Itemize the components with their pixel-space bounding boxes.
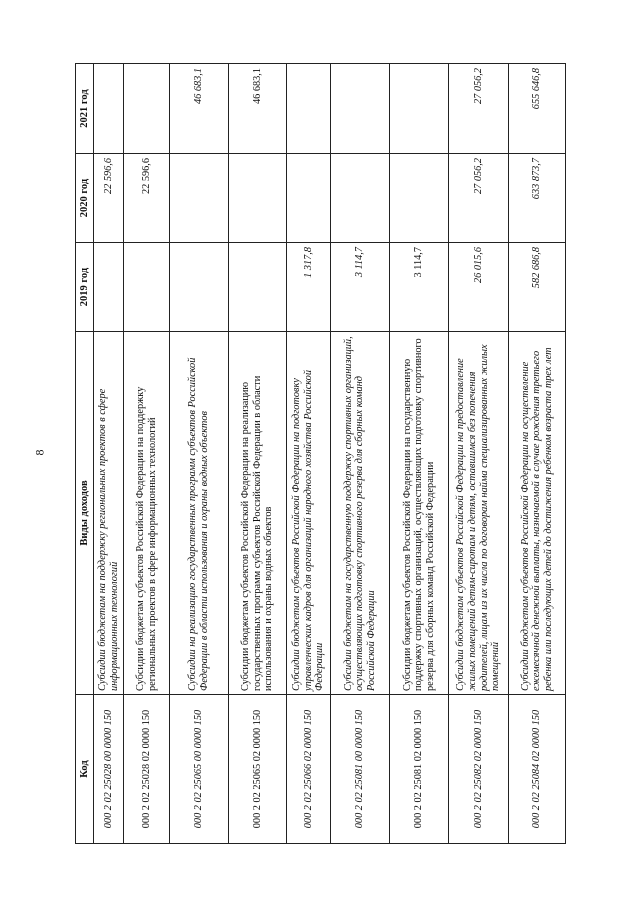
cell-2019 [170, 243, 229, 332]
cell-2021: 46 683,1 [229, 64, 287, 154]
cell-2021 [390, 64, 449, 154]
cell-code: 000 2 02 25065 02 0000 150 [229, 695, 287, 844]
cell-2021 [331, 64, 390, 154]
table-row [124, 64, 170, 844]
header-2021: 2021 год [76, 64, 94, 154]
cell-2020 [229, 154, 287, 243]
rotated-table-container [75, 64, 572, 844]
cell-name: Субсидии бюджетам субъектов Российской Федерации на государственную поддержку спортивных организаций, осуществляющих подготовку спортивного резерва для сборных команд Российской Федерации [390, 332, 449, 695]
cell-code: 000 2 02 25081 00 0000 150 [331, 695, 390, 844]
cell-code: 000 2 02 25084 02 0000 150 [509, 695, 566, 844]
cell-2019: 582 686,8 [509, 243, 566, 332]
cell-2020: 633 873,7 [509, 154, 566, 243]
cell-2021 [287, 64, 331, 154]
cell-2019 [94, 243, 124, 332]
table-row [390, 64, 449, 844]
cell-2020 [170, 154, 229, 243]
cell-code: 000 2 02 25065 00 0000 150 [170, 695, 229, 844]
table-row [94, 64, 124, 844]
cell-code: 000 2 02 25028 02 0000 150 [124, 695, 170, 844]
table-row [229, 64, 287, 844]
table-row [287, 64, 331, 844]
cell-name: Субсидии бюджетам на поддержку региональных проектов в сфере информационных технологий [94, 332, 124, 695]
cell-2019 [124, 243, 170, 332]
cell-code: 000 2 02 25081 02 0000 150 [390, 695, 449, 844]
revenue-table [75, 63, 566, 844]
cell-name: Субсидии бюджетам субъектов Российской Федерации на подготовку управленческих кадров для организаций народного хозяйства Российской Федерации [287, 332, 331, 695]
cell-name: Субсидии на реализацию государственных программ субъектов Российской Федерации в области использования и охраны водных объектов [170, 332, 229, 695]
cell-code: 000 2 02 25082 02 0000 150 [449, 695, 509, 844]
cell-code: 000 2 02 25066 02 0000 150 [287, 695, 331, 844]
cell-name: Субсидии бюджетам субъектов Российской Федерации на предоставление жилых помещений детям-сиротам и детям, оставшимся без попечения родителей, лицам из их числа по договорам найма специализированных жилых помещений [449, 332, 509, 695]
table-row [509, 64, 566, 844]
cell-2021 [124, 64, 170, 154]
cell-2020 [287, 154, 331, 243]
table-row [170, 64, 229, 844]
cell-2020: 22 596,6 [94, 154, 124, 243]
header-2020: 2020 год [76, 154, 94, 243]
cell-name: Субсидии бюджетам субъектов Российской Федерации на реализацию государственных программ субъектов Российской Федерации в области использования и охраны водных объектов [229, 332, 287, 695]
cell-name: Субсидии бюджетам на государственную поддержку спортивных организаций, осуществляющих подготовку спортивного резерва для сборных команд Российской Федерации [331, 332, 390, 695]
cell-name: Субсидии бюджетам субъектов Российской Федерации на осуществление ежемесячной денежной выплаты, назначаемой в случае рождения третьего ребенка или последующих детей до достижения ребенком возраста трех лет [509, 332, 566, 695]
cell-2021: 27 056,2 [449, 64, 509, 154]
cell-2020 [331, 154, 390, 243]
cell-2019 [229, 243, 287, 332]
cell-2019: 26 015,6 [449, 243, 509, 332]
table-row [449, 64, 509, 844]
cell-2021: 655 646,8 [509, 64, 566, 154]
header-2019: 2019 год [76, 243, 94, 332]
cell-2019: 3 114,7 [390, 243, 449, 332]
table-body [94, 64, 566, 844]
cell-2021: 46 683,1 [170, 64, 229, 154]
cell-code: 000 2 02 25028 00 0000 150 [94, 695, 124, 844]
header-code: Код [76, 695, 94, 844]
table-row [331, 64, 390, 844]
cell-2019: 3 114,7 [331, 243, 390, 332]
cell-name: Субсидии бюджетам субъектов Российской Федерации на поддержку региональных проектов в сфере информационных технологий [124, 332, 170, 695]
cell-2020: 22 596,6 [124, 154, 170, 243]
cell-2020: 27 056,2 [449, 154, 509, 243]
cell-2020 [390, 154, 449, 243]
table-header-row [76, 64, 94, 844]
header-name: Виды доходов [76, 332, 94, 695]
page-number: 8 [32, 449, 47, 456]
cell-2019: 1 317,8 [287, 243, 331, 332]
cell-2021 [94, 64, 124, 154]
